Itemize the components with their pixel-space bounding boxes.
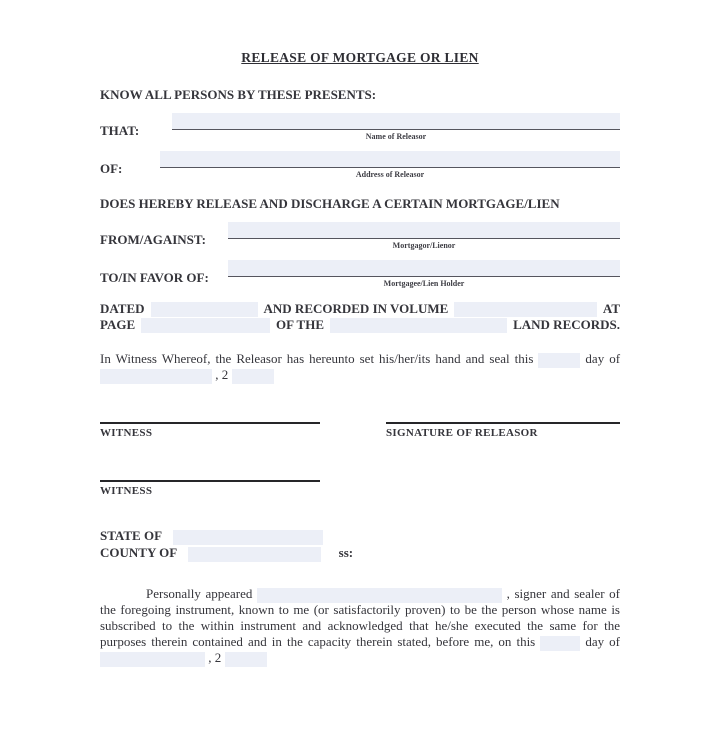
releasor-name-caption: Name of Releasor xyxy=(365,132,427,141)
to-in-favor-row xyxy=(100,260,620,288)
witness1-signature-line xyxy=(100,422,320,424)
state-row xyxy=(100,527,620,544)
releasor-signature-label: SIGNATURE OF RELEASOR xyxy=(386,427,538,439)
from-against-label: FROM/AGAINST: xyxy=(100,232,206,247)
ack-after-name-text: , signer and sealer of xyxy=(506,586,620,601)
mortgagee-field[interactable] xyxy=(228,260,620,277)
to-in-favor-field-column xyxy=(228,260,620,288)
volume-field[interactable] xyxy=(454,302,597,317)
mortgagor-field[interactable] xyxy=(228,222,620,239)
recording-line-1 xyxy=(100,301,620,317)
seal-month-field[interactable] xyxy=(100,369,212,384)
ack-line2: the foregoing instrument, known to me (or satisfactorily proven) to be the person whose name is xyxy=(100,602,620,617)
ack-line4 xyxy=(100,634,620,650)
ack-line5 xyxy=(100,650,620,666)
that-label: THAT: xyxy=(100,123,140,138)
appeared-name-field[interactable] xyxy=(257,588,502,603)
from-against-field-column xyxy=(228,222,620,250)
ack-lead-text: Personally appeared xyxy=(146,586,253,601)
seal-year-field[interactable] xyxy=(232,369,274,384)
witness-clause-text: In Witness Whereof, the Releasor has hereunto set his/her/its hand and seal this xyxy=(100,351,534,366)
releasor-address-field[interactable] xyxy=(160,151,620,168)
page-field[interactable] xyxy=(141,318,270,333)
releasor-name-field[interactable] xyxy=(172,113,620,130)
state-field[interactable] xyxy=(173,530,323,545)
ack-year-prefix: , 2 xyxy=(208,650,222,665)
dated-field[interactable] xyxy=(151,302,258,317)
mortgagor-caption: Mortgagor/Lienor xyxy=(392,241,456,250)
recording-line-2 xyxy=(100,317,620,333)
ack-year-field[interactable] xyxy=(225,652,267,667)
that-field-column xyxy=(172,113,620,141)
release-statement: DOES HEREBY RELEASE AND DISCHARGE A CERTAIN MORTGAGE/LIEN xyxy=(100,196,560,211)
mortgagee-caption: Mortgagee/Lien Holder xyxy=(383,279,465,288)
witness2-label: WITNESS xyxy=(100,485,153,497)
seal-year-prefix: , 2 xyxy=(215,367,229,382)
county-label: COUNTY OF xyxy=(100,545,178,560)
ss-label: ss: xyxy=(338,545,354,560)
signature-row-2 xyxy=(100,480,620,497)
witness-clause-line1 xyxy=(100,351,620,367)
of-row xyxy=(100,151,620,179)
of-field-column xyxy=(160,151,620,179)
releasor-signature-line xyxy=(386,422,620,424)
witness2-signature-line xyxy=(100,480,320,482)
seal-day-of-label: day of xyxy=(585,351,621,366)
witness-clause xyxy=(100,351,620,383)
form-title: RELEASE OF MORTGAGE OR LIEN xyxy=(241,50,479,65)
ack-line3: subscribed to the within instrument and acknowledged that he/she executed the same for the xyxy=(100,618,620,633)
county-row xyxy=(100,544,620,561)
releasor-signature-block xyxy=(386,422,620,439)
ack-line4-text: purposes therein contained and in the capacity therein stated, before me, on this xyxy=(100,634,536,649)
town-field[interactable] xyxy=(330,318,507,333)
and-recorded-label: AND RECORDED IN VOLUME xyxy=(263,301,449,316)
witness1-block xyxy=(100,422,320,439)
ack-line1 xyxy=(100,586,620,602)
state-label: STATE OF xyxy=(100,528,163,543)
dated-label: DATED xyxy=(100,301,145,316)
county-field[interactable] xyxy=(188,547,321,562)
witness1-label: WITNESS xyxy=(100,427,153,439)
land-records-label: LAND RECORDS. xyxy=(513,317,620,332)
page-label: PAGE xyxy=(100,317,136,332)
to-in-favor-label: TO/IN FAVOR OF: xyxy=(100,270,209,285)
releasor-address-caption: Address of Releasor xyxy=(355,170,425,179)
acknowledgment-block xyxy=(100,586,620,666)
at-label: AT xyxy=(602,301,620,316)
of-the-label: OF THE xyxy=(275,317,324,332)
witness-clause-line2 xyxy=(100,367,620,383)
signature-row-1 xyxy=(100,422,620,439)
from-against-row xyxy=(100,222,620,250)
intro-heading: KNOW ALL PERSONS BY THESE PRESENTS: xyxy=(100,87,377,102)
ack-day-field[interactable] xyxy=(540,636,580,651)
seal-day-field[interactable] xyxy=(538,353,580,368)
that-row xyxy=(100,113,620,141)
recording-block xyxy=(100,301,620,333)
witness2-block xyxy=(100,480,320,497)
signature-spacer xyxy=(320,422,386,439)
ack-month-field[interactable] xyxy=(100,652,205,667)
venue-block xyxy=(100,527,620,561)
of-label: OF: xyxy=(100,161,123,176)
ack-day-of-label: day of xyxy=(585,634,620,649)
